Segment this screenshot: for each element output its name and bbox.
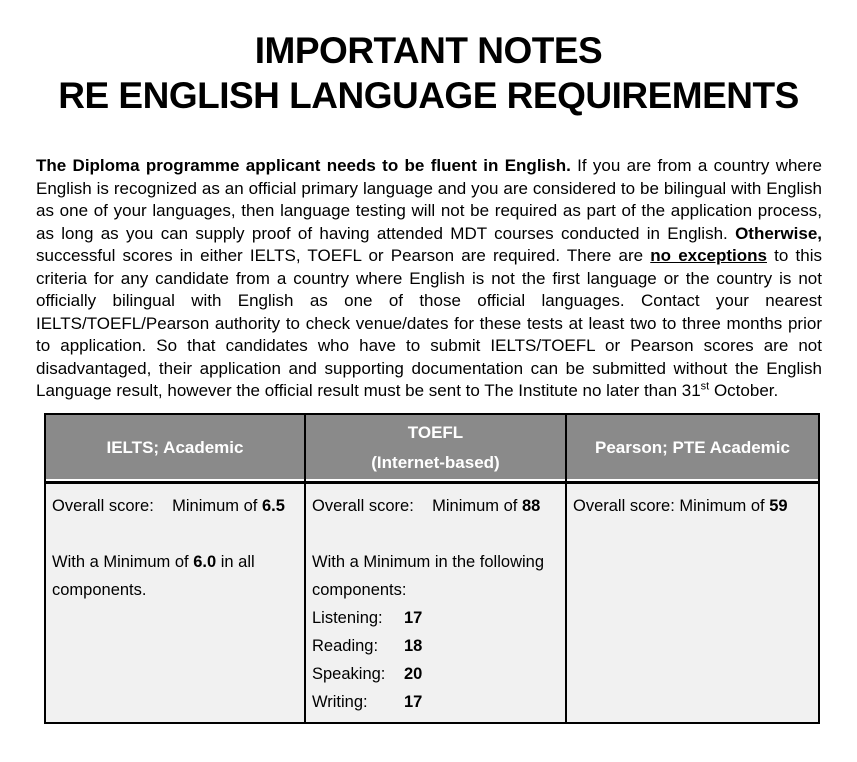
title-line-2: RE ENGLISH LANGUAGE REQUIREMENTS (58, 75, 799, 116)
ielts-components-value: 6.0 (193, 553, 217, 572)
header-toefl-line-2: (Internet-based) (371, 453, 500, 473)
intro-bold-lead: The Diploma programme applicant needs to be fluent in English. (36, 156, 571, 175)
ordinal-superscript: st (700, 380, 710, 393)
toefl-speaking-label: Speaking: (312, 665, 386, 684)
intro-bold-otherwise: Otherwise, (735, 223, 822, 243)
pearson-overall-label: Overall score: Minimum of (573, 497, 770, 516)
body-cell-ielts (45, 483, 305, 724)
toefl-writing-label: Writing: (312, 693, 368, 712)
toefl-components-intro: With a Minimum in the following components: (312, 553, 544, 600)
toefl-spacer (312, 520, 559, 548)
ielts-overall-line (52, 492, 298, 520)
ielts-components-suffix: in all components. (52, 553, 255, 600)
header-cell-pearson (566, 414, 819, 483)
toefl-listening-label: Listening: (312, 609, 383, 628)
intro-segment-4: October. (709, 381, 779, 401)
table-header-row (45, 414, 819, 483)
ielts-spacer (52, 520, 298, 548)
toefl-listening-value: 17 (404, 609, 423, 628)
body-cell-pearson (566, 483, 819, 724)
ielts-components-line (52, 548, 298, 604)
ielts-overall-value: 6.5 (261, 497, 285, 516)
intro-segment-1: If you are from a country where English is recognized as an official primary language and you are considered to be bilingual with English as one of your languages, then language testing will not be required as part of the application process, as long as you can supply proof of having attended MDT courses conducted in English. (36, 156, 822, 243)
toefl-component-speaking (312, 660, 559, 688)
toefl-overall-line (312, 492, 559, 520)
intro-segment-2: successful scores in either IELTS, TOEFL or Pearson are required. There are (36, 246, 651, 266)
toefl-component-listening (312, 604, 559, 632)
header-ielts-label: IELTS; Academic (106, 438, 244, 458)
body-cell-toefl (305, 483, 566, 724)
table-body-row (45, 483, 819, 724)
title-line-1: IMPORTANT NOTES (254, 30, 603, 71)
intro-paragraph (36, 155, 822, 403)
pearson-overall-line (573, 492, 812, 520)
toefl-reading-value: 18 (404, 637, 423, 656)
ielts-overall-label: Overall score: Minimum of (52, 497, 262, 516)
toefl-reading-label: Reading: (312, 637, 379, 656)
english-requirements-table (44, 413, 820, 724)
intro-segment-3: to this criteria for any candidate from a country where English is not the first language or the country is not officially bilingual with English as one of those official languages. Contact your nearest IELTS/TOEFL/Pearson authority to check venue/dates for these tests at least two to three months prior to application. So that candidates who have to submit IELTS/TOEFL or Pearson scores are not disadvantaged, their application and supporting documentation can be submitted without the English Language result, however the official result must be sent to The Institute no later than 31 (36, 246, 822, 401)
header-cell-ielts (45, 414, 305, 483)
page-title (0, 28, 857, 118)
toefl-component-reading (312, 632, 559, 660)
pearson-overall-value: 59 (769, 497, 788, 516)
toefl-overall-value: 88 (521, 497, 541, 516)
toefl-writing-value: 17 (404, 693, 423, 712)
toefl-overall-label: Overall score: Minimum of (312, 497, 522, 516)
ielts-components-prefix: With a Minimum of (52, 553, 194, 572)
header-toefl-line-1: TOEFL (407, 423, 464, 443)
header-cell-toefl (305, 414, 566, 483)
toefl-speaking-value: 20 (404, 665, 423, 684)
intro-bold-no-exceptions: no exceptions (650, 246, 767, 266)
toefl-component-writing (312, 688, 559, 716)
header-pearson-label: Pearson; PTE Academic (595, 438, 790, 458)
